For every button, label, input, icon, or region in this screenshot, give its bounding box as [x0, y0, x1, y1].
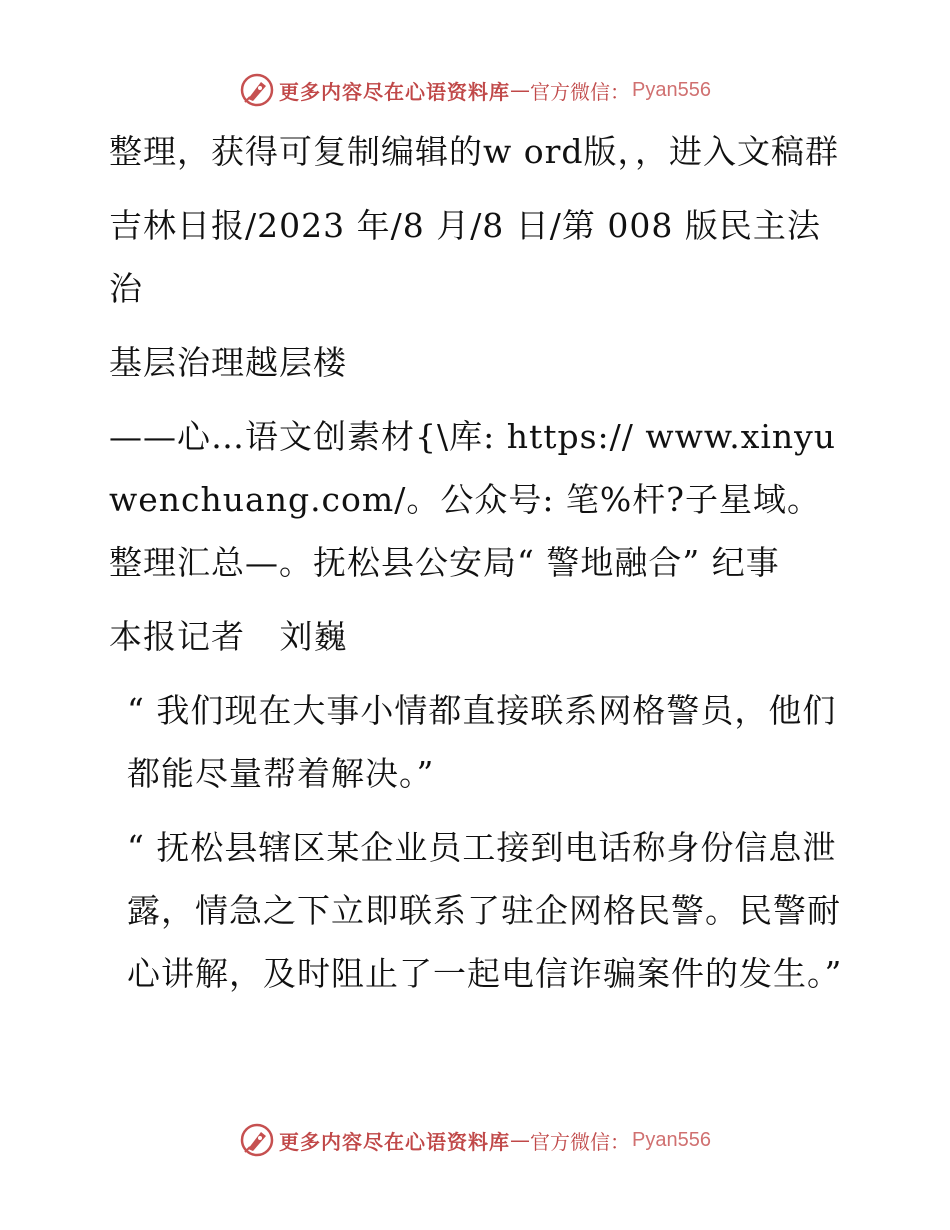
watermark-separator: — — [510, 78, 531, 102]
quote-paragraph-2: “ 抚松县辖区某企业员工接到电话称身份信息泄露，情急之下立即联系了驻企网格民警。民警耐心讲解，及时阻止了一起电信诈骗案件的发生。” — [127, 828, 843, 993]
watermark-footer — [0, 1120, 950, 1160]
intro-paragraph: 整理，获得可复制编辑的w ord版，，进入文稿群 — [109, 132, 840, 171]
watermark-text: 更多内容尽在心语资料库 — [279, 1129, 511, 1154]
document-body — [97, 120, 852, 1005]
watermark-separator: — — [510, 1128, 531, 1152]
headline: 基层治理越层楼 — [109, 343, 347, 382]
byline: 本报记者 刘巍 — [109, 617, 348, 656]
pen-nib-circle-icon — [239, 72, 275, 108]
watermark-wechat-label: 官方微信： — [530, 1129, 631, 1154]
watermark-wechat-id: Pyan556 — [632, 78, 711, 101]
watermark-wechat-label: 官方微信： — [530, 79, 631, 104]
subheadline: ——心…语文创素材{\库: https:// www.xinyuwenchuang.com/。公众号: 笔%杆?子星域。整理汇总—。抚松县公安局“ 警地融合” 纪事 — [109, 417, 837, 582]
watermark-text: 更多内容尽在心语资料库 — [279, 79, 511, 104]
quote-paragraph-1: “ 我们现在大事小情都直接联系网格警员，他们都能尽量帮着解决。” — [127, 691, 837, 793]
watermark-header — [0, 70, 950, 110]
pen-nib-circle-icon — [239, 1122, 275, 1158]
source-line: 吉林日报/2023 年/8 月/8 日/第 008 版民主法治 — [109, 206, 821, 308]
watermark-wechat-id: Pyan556 — [632, 1128, 711, 1151]
